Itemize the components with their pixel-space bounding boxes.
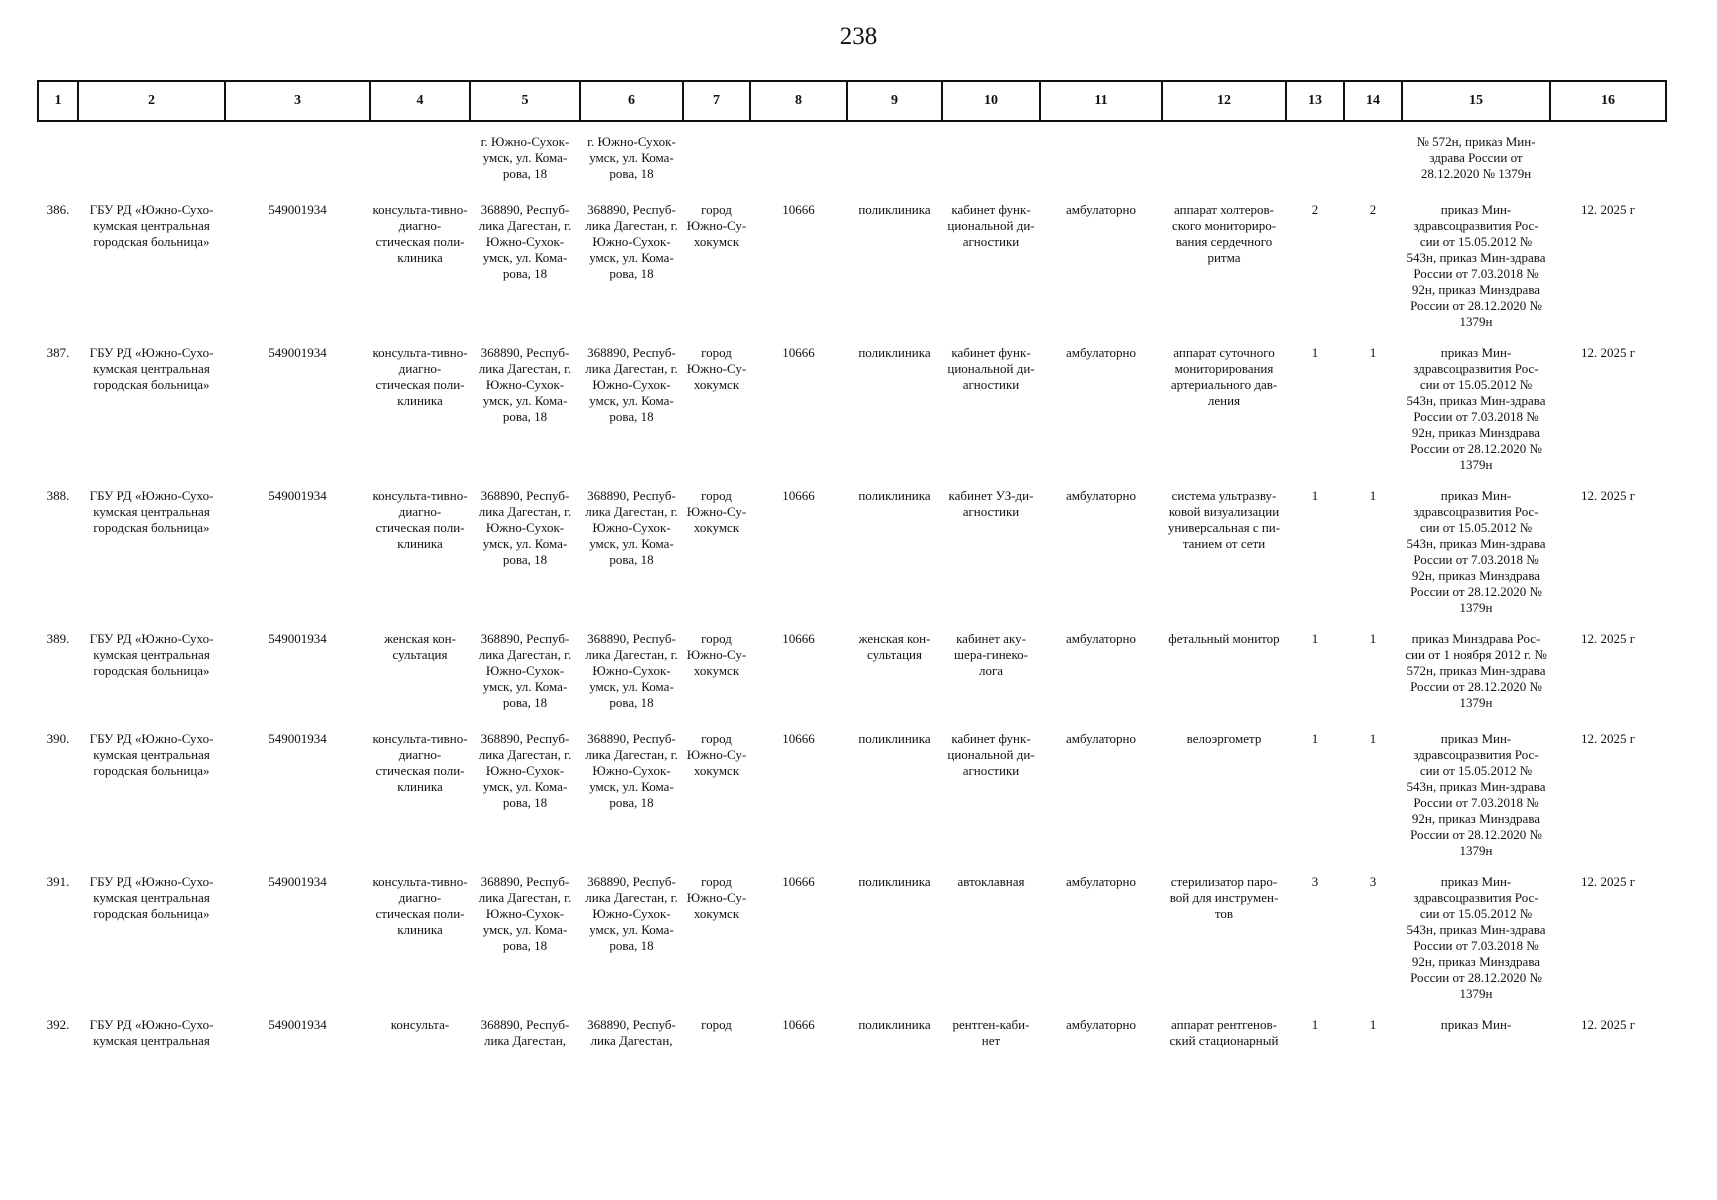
mode-cell: амбулаторно	[1066, 345, 1136, 360]
inn-cell: 549001934	[268, 202, 327, 217]
equipment-cell: система ультразву-ковой визуализации универсальная с пи-танием от сети	[1167, 488, 1281, 551]
date-cell: 12. 2025 г	[1580, 631, 1636, 646]
address-cell: 368890, Респуб-лика Дагестан, г. Южно-Сухок-умск, ул. Кома-рова, 18	[585, 631, 678, 710]
order-cell: приказ Мин-здравсоцразвития Рос-сии от 15.05.2012 № 543н, приказ Мин-здрава России от 7.03.2018 № 92н, приказ Минздрава России от 28.12.2020 № 1379н	[1406, 202, 1546, 329]
order-cell: приказ Минздрава Рос-сии от 1 ноября 2012 г. № 572н, приказ Мин-здрава России от 28.12.2020 № 1379н	[1405, 631, 1547, 710]
quantity-cell: 1	[1369, 345, 1377, 360]
address-cell: 368890, Респуб-лика Дагестан, г. Южно-Сухок-умск, ул. Кома-рова, 18	[478, 488, 572, 567]
organization-cell: ГБУ РД «Южно-Сухо-кумская центральная городская больница»	[89, 488, 214, 535]
column-header: 8	[750, 81, 847, 121]
city-cell: город Южно-Су-хокумск	[686, 488, 747, 535]
inn-cell: 549001934	[268, 1017, 327, 1032]
room-cell: кабинет функ-циональной ди-агностики	[947, 345, 1035, 392]
room-cell: кабинет УЗ-ди-агностики	[948, 488, 1034, 519]
code-cell: 10666	[782, 202, 815, 217]
code-cell: 10666	[782, 345, 815, 360]
unit-cell: консульта-тивно-диагно-стическая поли-клиника	[372, 731, 468, 794]
column-header: 3	[225, 81, 370, 121]
address-cell: 368890, Респуб-лика Дагестан,	[480, 1017, 570, 1048]
column-header: 10	[942, 81, 1040, 121]
organization-cell: ГБУ РД «Южно-Сухо-кумская центральная городская больница»	[89, 731, 214, 778]
row-number: 389.	[46, 631, 70, 646]
quantity-cell: 1	[1311, 488, 1319, 503]
table-row	[38, 721, 1666, 864]
column-number-header	[38, 81, 1666, 121]
inn-cell: 549001934	[268, 874, 327, 889]
unit-cell: женская кон-сультация	[384, 631, 456, 662]
date-cell: 12. 2025 г	[1580, 1017, 1636, 1032]
column-header: 5	[470, 81, 580, 121]
order-cell: приказ Мин-здравсоцразвития Рос-сии от 15.05.2012 № 543н, приказ Мин-здрава России от 7.03.2018 № 92н, приказ Минздрава России от 28.12.2020 № 1379н	[1406, 874, 1546, 1001]
mode-cell: амбулаторно	[1066, 874, 1136, 889]
row-number: 386.	[46, 202, 70, 217]
equipment-cell: аппарат рентгенов-ский стационарный	[1169, 1017, 1279, 1048]
department-cell: поликлиника	[858, 202, 931, 217]
unit-cell: консульта-тивно-диагно-стическая поли-клиника	[372, 488, 468, 551]
mode-cell: амбулаторно	[1066, 202, 1136, 217]
registry-table-sheet	[37, 80, 1665, 1190]
department-cell: поликлиника	[858, 345, 931, 360]
code-cell: 10666	[782, 731, 815, 746]
unit-cell: консульта-тивно-диагно-стическая поли-клиника	[372, 202, 468, 265]
date-cell: 12. 2025 г	[1580, 488, 1636, 503]
inn-cell: 549001934	[268, 631, 327, 646]
address-cell: 368890, Респуб-лика Дагестан, г. Южно-Сухок-умск, ул. Кома-рова, 18	[478, 345, 572, 424]
mode-cell: амбулаторно	[1066, 1017, 1136, 1032]
quantity-cell: 1	[1311, 345, 1319, 360]
city-cell: город Южно-Су-хокумск	[686, 345, 747, 392]
department-cell: поликлиника	[858, 1017, 931, 1032]
order-cell: приказ Мин-здравсоцразвития Рос-сии от 15.05.2012 № 543н, приказ Мин-здрава России от 7.03.2018 № 92н, приказ Минздрава России от 28.12.2020 № 1379н	[1406, 488, 1546, 615]
column-header: 11	[1040, 81, 1162, 121]
column-header: 13	[1286, 81, 1344, 121]
room-cell: кабинет аку-шера-гинеко-лога	[954, 631, 1028, 678]
code-cell: 10666	[782, 1017, 815, 1032]
address-cell: 368890, Респуб-лика Дагестан, г. Южно-Сухок-умск, ул. Кома-рова, 18	[585, 202, 678, 281]
code-cell: 10666	[782, 631, 815, 646]
quantity-cell: 1	[1311, 631, 1319, 646]
table-row	[38, 864, 1666, 1007]
quantity-cell: 1	[1369, 1017, 1377, 1032]
city-cell: город Южно-Су-хокумск	[686, 731, 747, 778]
department-cell: поликлиника	[858, 488, 931, 503]
order-cell: приказ Мин-здравсоцразвития Рос-сии от 15.05.2012 № 543н, приказ Мин-здрава России от 7.03.2018 № 92н, приказ Минздрава России от 28.12.2020 № 1379н	[1406, 345, 1546, 472]
column-header: 4	[370, 81, 470, 121]
page-number: 238	[839, 23, 878, 50]
room-cell: автоклавная	[957, 874, 1025, 889]
order-cell: № 572н, приказ Мин-здрава России от 28.12.2020 № 1379н	[1416, 134, 1536, 181]
unit-cell: консульта-	[390, 1017, 450, 1032]
address-cell: 368890, Респуб-лика Дагестан, г. Южно-Сухок-умск, ул. Кома-рова, 18	[478, 731, 572, 810]
table-row	[38, 621, 1666, 721]
order-cell: приказ Мин-	[1440, 1017, 1512, 1032]
continuation-row	[38, 121, 1666, 192]
code-cell: 10666	[782, 874, 815, 889]
column-header: 12	[1162, 81, 1286, 121]
address-cell: 368890, Респуб-лика Дагестан, г. Южно-Сухок-умск, ул. Кома-рова, 18	[478, 631, 572, 710]
room-cell: кабинет функ-циональной ди-агностики	[947, 731, 1035, 778]
unit-cell: консульта-тивно-диагно-стическая поли-клиника	[372, 345, 468, 408]
registry-table	[37, 80, 1667, 1077]
date-cell: 12. 2025 г	[1580, 874, 1636, 889]
equipment-cell: аппарат холтеров-ского мониториро-вания сердечного ритма	[1171, 202, 1277, 265]
equipment-cell: стерилизатор паро-вой для инструмен-тов	[1169, 874, 1279, 921]
order-cell: приказ Мин-здравсоцразвития Рос-сии от 15.05.2012 № 543н, приказ Мин-здрава России от 7.03.2018 № 92н, приказ Минздрава России от 28.12.2020 № 1379н	[1406, 731, 1546, 858]
column-header: 2	[78, 81, 225, 121]
quantity-cell: 1	[1369, 488, 1377, 503]
row-number: 390.	[46, 731, 70, 746]
quantity-cell: 1	[1311, 1017, 1319, 1032]
address-cell: 368890, Респуб-лика Дагестан, г. Южно-Сухок-умск, ул. Кома-рова, 18	[585, 488, 678, 567]
mode-cell: амбулаторно	[1066, 731, 1136, 746]
quantity-cell: 2	[1311, 202, 1319, 217]
organization-cell: ГБУ РД «Южно-Сухо-кумская центральная городская больница»	[89, 202, 214, 249]
column-header: 15	[1402, 81, 1550, 121]
row-number: 387.	[46, 345, 70, 360]
organization-cell: ГБУ РД «Южно-Сухо-кумская центральная	[89, 1017, 214, 1048]
column-header: 6	[580, 81, 683, 121]
room-cell: кабинет функ-циональной ди-агностики	[947, 202, 1035, 249]
quantity-cell: 2	[1369, 202, 1377, 217]
column-header: 16	[1550, 81, 1666, 121]
city-cell: город	[701, 1017, 732, 1032]
inn-cell: 549001934	[268, 731, 327, 746]
quantity-cell: 3	[1311, 874, 1319, 889]
address-cell: 368890, Респуб-лика Дагестан, г. Южно-Сухок-умск, ул. Кома-рова, 18	[585, 345, 678, 424]
city-cell: город Южно-Су-хокумск	[686, 874, 747, 921]
address-cell: г. Южно-Сухок-умск, ул. Кома-рова, 18	[587, 134, 676, 181]
equipment-cell: аппарат суточного мониторирования артериального дав-ления	[1170, 345, 1278, 408]
city-cell: город Южно-Су-хокумск	[686, 631, 747, 678]
inn-cell: 549001934	[268, 488, 327, 503]
department-cell: поликлиника	[858, 731, 931, 746]
table-row	[38, 192, 1666, 335]
organization-cell: ГБУ РД «Южно-Сухо-кумская центральная городская больница»	[89, 874, 214, 921]
date-cell: 12. 2025 г	[1580, 202, 1636, 217]
address-cell: 368890, Респуб-лика Дагестан, г. Южно-Сухок-умск, ул. Кома-рова, 18	[585, 874, 678, 953]
equipment-cell: велоэргометр	[1186, 731, 1262, 746]
equipment-cell: фетальный монитор	[1168, 631, 1280, 646]
address-cell: 368890, Респуб-лика Дагестан, г. Южно-Сухок-умск, ул. Кома-рова, 18	[478, 202, 572, 281]
city-cell: город Южно-Су-хокумск	[686, 202, 747, 249]
address-cell: 368890, Респуб-лика Дагестан,	[587, 1017, 676, 1048]
quantity-cell: 1	[1311, 731, 1319, 746]
column-header: 14	[1344, 81, 1402, 121]
address-cell: г. Южно-Сухок-умск, ул. Кома-рова, 18	[480, 134, 570, 181]
mode-cell: амбулаторно	[1066, 488, 1136, 503]
date-cell: 12. 2025 г	[1580, 345, 1636, 360]
table-row	[38, 478, 1666, 621]
room-cell: рентген-каби-нет	[952, 1017, 1030, 1048]
row-number: 392.	[46, 1017, 70, 1032]
address-cell: 368890, Респуб-лика Дагестан, г. Южно-Сухок-умск, ул. Кома-рова, 18	[585, 731, 678, 810]
inn-cell: 549001934	[268, 345, 327, 360]
column-header: 1	[38, 81, 78, 121]
unit-cell: консульта-тивно-диагно-стическая поли-клиника	[372, 874, 468, 937]
code-cell: 10666	[782, 488, 815, 503]
column-header: 9	[847, 81, 942, 121]
row-number: 391.	[46, 874, 70, 889]
table-row	[38, 335, 1666, 478]
row-number: 388.	[46, 488, 70, 503]
organization-cell: ГБУ РД «Южно-Сухо-кумская центральная городская больница»	[89, 631, 214, 678]
date-cell: 12. 2025 г	[1580, 731, 1636, 746]
quantity-cell: 1	[1369, 731, 1377, 746]
organization-cell: ГБУ РД «Южно-Сухо-кумская центральная городская больница»	[89, 345, 214, 392]
address-cell: 368890, Респуб-лика Дагестан, г. Южно-Сухок-умск, ул. Кома-рова, 18	[478, 874, 572, 953]
mode-cell: амбулаторно	[1066, 631, 1136, 646]
department-cell: женская кон-сультация	[858, 631, 931, 662]
table-row	[38, 1007, 1666, 1077]
column-header: 7	[683, 81, 750, 121]
department-cell: поликлиника	[858, 874, 931, 889]
quantity-cell: 1	[1369, 631, 1377, 646]
quantity-cell: 3	[1369, 874, 1377, 889]
